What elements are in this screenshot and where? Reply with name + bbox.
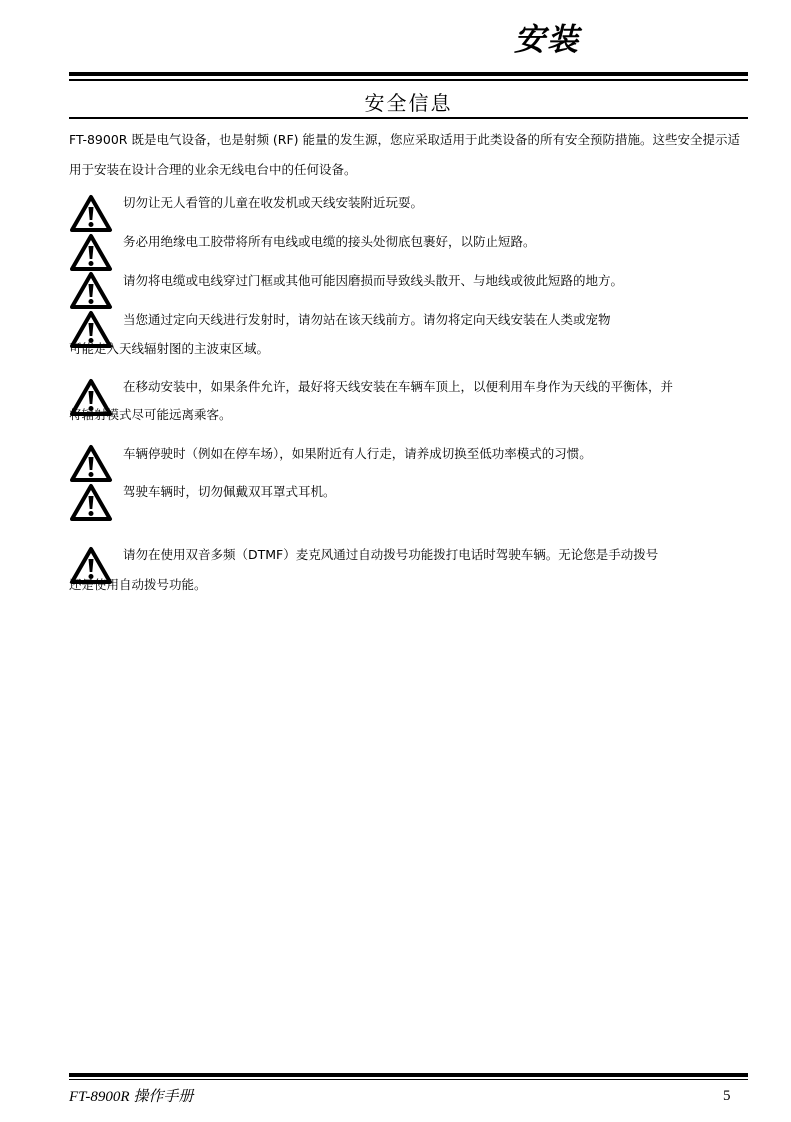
chapter-title: 安装: [514, 22, 580, 58]
warning-text: 务必用绝缘电工胶带将所有电线或电缆的接头处彻底包裹好，以防止短路。: [123, 234, 536, 249]
warning-triangle-icon: [69, 194, 113, 234]
footer-manual-title: [69, 1085, 193, 1108]
warning-text: 请勿在使用双音多频（DTMF）麦克风通过自动拨号功能拨打电话时驾驶车辆。无论您是手动拨号: [123, 547, 659, 562]
page-number: 5: [723, 1088, 731, 1104]
header-rule-thick: [69, 72, 748, 76]
warning-text: 切勿让无人看管的儿童在收发机或天线安装附近玩耍。: [123, 195, 424, 210]
header-rule-thin: [69, 79, 748, 81]
warning-text-continued: 还是使用自动拨号功能。: [69, 577, 207, 592]
intro-paragraph: FT-8900R 既是电气设备，也是射频 (RF) 能量的发生源，您应采取适用于此类设备的所有安全预防措施。这些安全提示适用于安装在设计合理的业余无线电台中的任何设备。: [69, 132, 741, 177]
warning-text-continued: 将辐射模式尽可能远离乘客。: [69, 407, 232, 422]
footer-rule-thin: [69, 1079, 748, 1080]
section-rule: [69, 117, 748, 119]
footer-rule-thick: [69, 1073, 748, 1077]
section-title: 安全信息: [364, 91, 453, 115]
warning-text: 请勿将电缆或电线穿过门框或其他可能因磨损而导致线头散开、与地线或彼此短路的地方。: [123, 273, 624, 288]
footer-manual-label: 操作手册: [133, 1087, 194, 1105]
warning-triangle-icon: [69, 483, 113, 523]
warning-text: 在移动安装中，如果条件允许，最好将天线安装在车辆车顶上，以便利用车身作为天线的平衡体，并: [123, 379, 674, 394]
warning-text: 驾驶车辆时，切勿佩戴双耳罩式耳机。: [123, 484, 336, 499]
warning-text-continued: 可能走入天线辐射图的主波束区域。: [69, 341, 270, 356]
warning-triangle-icon: [69, 233, 113, 273]
warning-text: 当您通过定向天线进行发射时，请勿站在该天线前方。请勿将定向天线安装在人类或宠物: [123, 312, 611, 327]
footer-model: FT-8900R: [69, 1089, 130, 1105]
warning-triangle-icon: [69, 444, 113, 484]
warning-triangle-icon: [69, 271, 113, 311]
warning-text: 车辆停驶时（例如在停车场），如果附近有人行走，请养成切换至低功率模式的习惯。: [123, 446, 592, 461]
